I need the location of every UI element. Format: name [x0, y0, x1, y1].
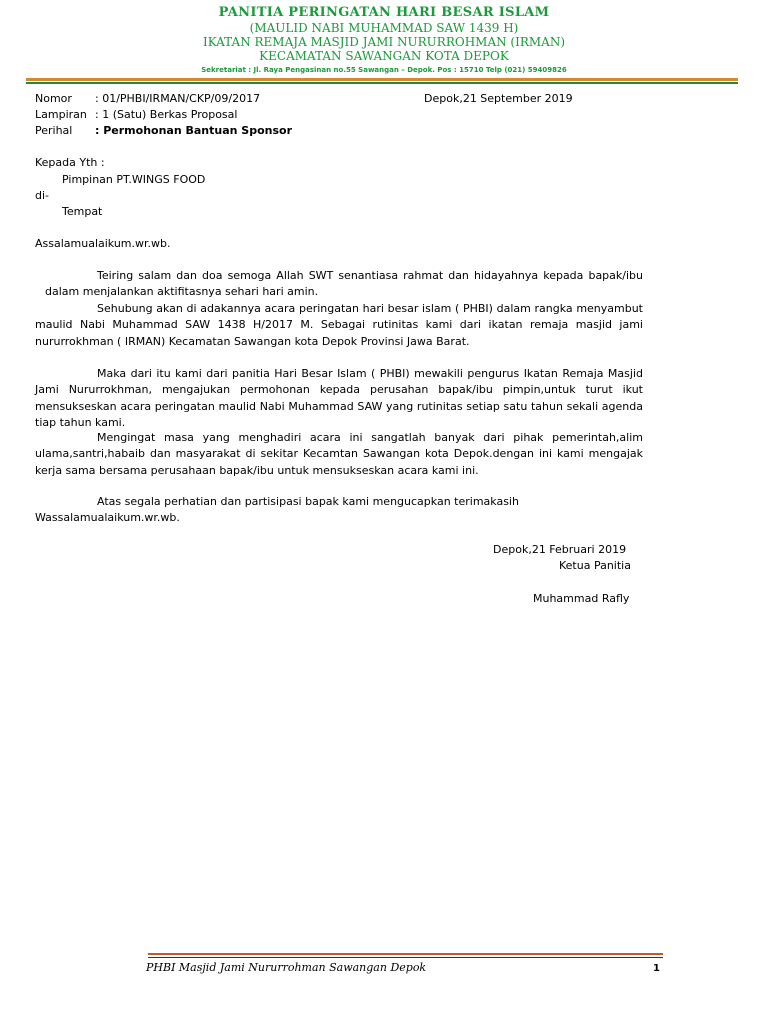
paragraph-event: Sehubung akan di adakannya acara peringatan hari besar islam ( PHBI) dalam rangka menyambut maulid Nabi Muhammad SAW 1438 H/2017 M. Sebagai rutinitas kami dari ikatan remaja masjid jami nururrokhman ( IRMAN) Kecamatan Sawangan kota Depok Provinsi Jawa Barat.: [35, 302, 643, 348]
signature-title: Ketua Panitia: [559, 559, 631, 572]
lampiran-label: Lampiran: [35, 108, 87, 121]
paragraph-request: Maka dari itu kami dari panitia Hari Besar Islam ( PHBI) mewakili pengurus Ikatan Remaja Masjid Jami Nururrokhman, mengajukan permohonan kepada perusahan bapak/ibu pimpin,untuk turut ikut mensukseskan acara peringatan maulid Nabi Muhammad SAW yang rutinitas setiap satu tahun sekali agenda tiap tahun kami.: [35, 367, 643, 429]
nomor-value: : 01/PHBI/IRMAN/CKP/09/2017: [95, 92, 261, 105]
closing: Wassalamualaikum.wr.wb.: [35, 511, 180, 524]
letterhead-rule-green: [26, 82, 738, 84]
signature-name: Muhammad Rafly: [533, 592, 630, 605]
letterhead-district: KECAMATAN SAWANGAN KOTA DEPOK: [259, 49, 509, 63]
perihal-label: Perihal: [35, 124, 73, 137]
lampiran-value: : 1 (Satu) Berkas Proposal: [95, 108, 238, 121]
footer-rule-top: [148, 953, 663, 955]
recipient-tempat: Tempat: [62, 205, 103, 218]
letterhead-address: Sekretariat : Jl. Raya Pengasinan no.55 Sawangan – Depok. Pos : 15710 Telp (021) 59409826: [201, 66, 567, 74]
recipient-name: Pimpinan PT.WINGS FOOD: [62, 173, 206, 186]
page-number: 1: [653, 963, 660, 974]
letter-date: Depok,21 September 2019: [424, 92, 573, 105]
footer-rule-bottom: [148, 957, 663, 958]
recipient-kepada: Kepada Yth :: [35, 156, 105, 169]
paragraph-greeting: Teiring salam dan doa semoga Allah SWT senantiasa rahmat dan hidayahnya kepada bapak/ibu dalam menjalankan aktifitasnya sehari hari amin.: [45, 269, 643, 299]
perihal-value: : Permohonan Bantuan Sponsor: [95, 124, 293, 137]
footer-text: PHBI Masjid Jami Nururrohman Sawangan Depok: [146, 961, 427, 974]
recipient-di: di-: [35, 189, 50, 202]
letterhead-organization: IKATAN REMAJA MASJID JAMI NURURROHMAN (IRMAN): [202, 35, 566, 49]
paragraph-thanks: Atas segala perhatian dan partisipasi bapak kami mengucapkan terimakasih: [97, 495, 519, 508]
signature-date: Depok,21 Februari 2019: [493, 543, 627, 556]
letterhead-event: (MAULID NABI MUHAMMAD SAW 1439 H): [249, 21, 519, 35]
letterhead-committee: PANITIA PERINGATAN HARI BESAR ISLAM: [218, 5, 550, 20]
salutation: Assalamualaikum.wr.wb.: [35, 237, 171, 250]
letterhead: [0, 4, 768, 76]
nomor-label: Nomor: [35, 92, 72, 105]
letterhead-rule-orange: [26, 78, 738, 81]
paragraph-attendance: Mengingat masa yang menghadiri acara ini sangatlah banyak dari pihak pemerintah,alim ulama,santri,habaib dan masyarakat di sekitar Kecamtan Sawangan kota Depok.dengan ini kami mengajak kerja sama bersama perusahaan bapak/ibu untuk mensukseskan acara kami ini.: [35, 431, 643, 477]
